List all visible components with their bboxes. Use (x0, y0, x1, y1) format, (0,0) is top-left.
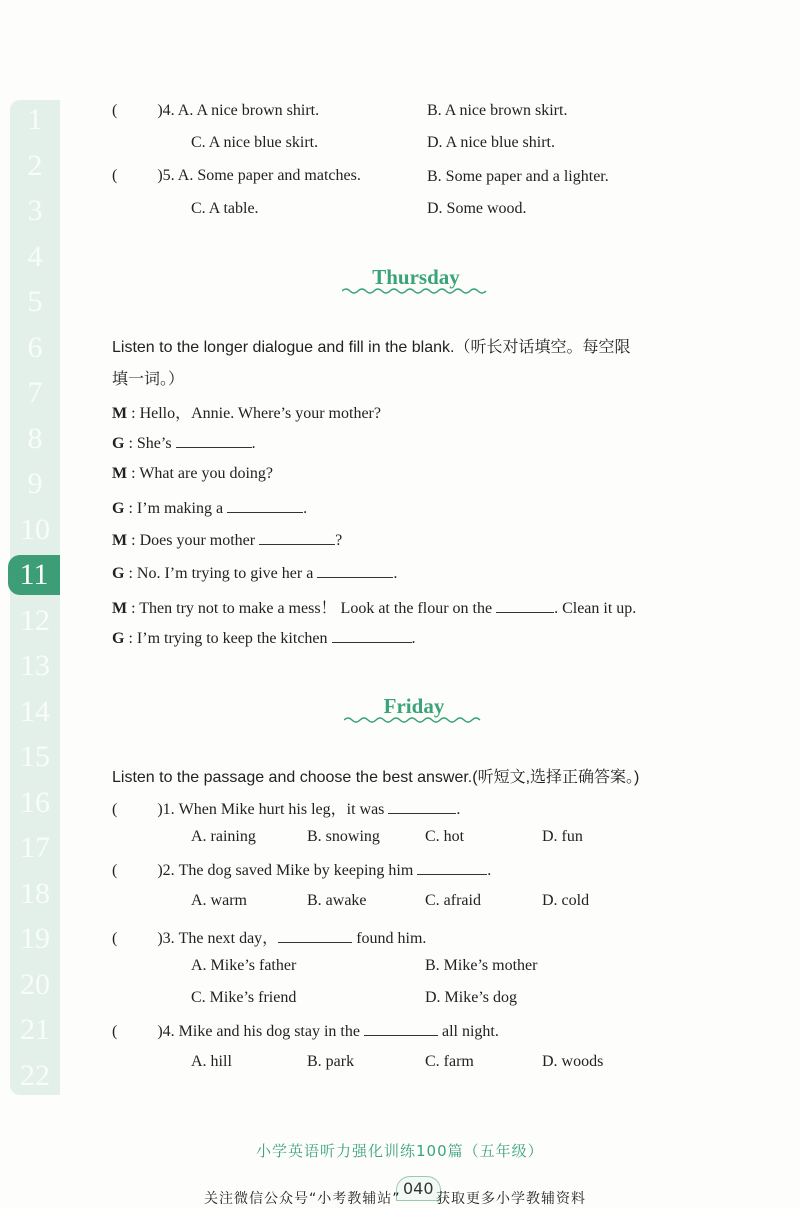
speaker-separator: : (124, 499, 137, 517)
option-d: D. woods (542, 1053, 604, 1070)
speaker-label: M (112, 532, 128, 549)
option-d: D. fun (542, 828, 583, 845)
dialogue-line (112, 530, 342, 550)
friday-question-1 (112, 796, 460, 819)
question-text: Mike and his dog stay in the (178, 1023, 364, 1040)
speaker-label: G (112, 434, 125, 452)
fill-in-blank[interactable] (278, 928, 352, 943)
dialogue-line (112, 465, 273, 483)
fill-in-blank[interactable] (332, 628, 412, 643)
dialogue-line (112, 595, 636, 618)
answer-paren-close: ) (157, 930, 163, 947)
option-b: B. Mike’s mother (425, 957, 538, 974)
option-c: C. A table. (191, 200, 259, 217)
speaker-separator: : (127, 465, 140, 482)
chapter-tab-8: 8 (27, 421, 43, 455)
chapter-tab-9: 9 (27, 467, 43, 500)
friday-question-4 (112, 1021, 499, 1041)
chapter-tab-4: 4 (27, 239, 43, 273)
question-5-row-1 (112, 167, 361, 185)
chapter-tab-2: 2 (27, 148, 43, 182)
page-number: 040 (396, 1176, 441, 1201)
answer-paren-open: ( (112, 102, 118, 119)
chapter-tab-15: 15 (20, 740, 50, 773)
question-text-end: found him. (352, 930, 427, 947)
question-text-end: . (487, 862, 492, 879)
question-number: 1. (162, 801, 175, 818)
option-a: A. warm (191, 892, 247, 909)
dialogue-text: What are you doing? (139, 465, 273, 482)
speaker-separator: : (124, 434, 137, 452)
option-c: C. A nice blue skirt. (191, 134, 319, 151)
fill-in-blank[interactable] (317, 563, 393, 578)
dialogue-text-end: . Clean it up. (554, 600, 637, 617)
speaker-label: G (112, 629, 125, 647)
chapter-tab-10: 10 (20, 512, 50, 546)
chapter-tab-3: 3 (27, 194, 43, 227)
wave-divider-icon (344, 716, 484, 724)
book-title: 小学英语听力强化训练100篇（五年级） (256, 1142, 544, 1160)
fill-in-blank[interactable] (259, 530, 335, 545)
dialogue-text-end: . (411, 629, 416, 647)
question-text: The next day， (178, 930, 279, 947)
friday-question-3 (112, 925, 426, 948)
dialogue-text: Then try not to make a mess！ Look at the flour on the (139, 600, 497, 617)
dialogue-text-end: . (393, 564, 398, 582)
speaker-separator: : (124, 629, 137, 647)
question-4-row-1 (112, 102, 319, 120)
chapter-tab-21: 21 (20, 1013, 50, 1046)
speaker-label: G (112, 499, 125, 517)
dialogue-text: I’m trying to keep the kitchen (136, 629, 332, 647)
fill-in-blank[interactable] (388, 799, 456, 814)
chapter-tab-19: 19 (20, 922, 50, 955)
option-b: B. park (307, 1053, 355, 1070)
answer-paren-close: ) (157, 167, 163, 184)
dialogue-text: Hello，Annie. Where’s your mother? (139, 405, 381, 422)
option-a: A. A nice brown shirt. (177, 102, 320, 119)
option-d: D. Mike’s dog (425, 989, 517, 1006)
option-c: C. hot (425, 828, 465, 845)
fill-in-blank[interactable] (176, 433, 252, 448)
question-number: 2. (162, 862, 175, 879)
chapter-tab-1: 1 (27, 103, 43, 136)
option-a: A. hill (191, 1053, 232, 1070)
option-c: C. Mike’s friend (191, 989, 297, 1006)
answer-paren-close: ) (157, 102, 163, 119)
section-title-friday: Friday (383, 694, 445, 718)
dialogue-text-end: ? (335, 532, 343, 549)
option-b: B. awake (307, 892, 367, 909)
fill-in-blank[interactable] (496, 598, 554, 613)
chapter-tab-13: 13 (20, 649, 50, 682)
question-number: 5. (162, 167, 175, 184)
chapter-tab-22: 22 (20, 1058, 50, 1092)
option-a: A. raining (191, 828, 256, 845)
dialogue-line (112, 433, 256, 453)
friday-question-2 (112, 860, 491, 880)
speaker-label: M (112, 405, 128, 422)
speaker-separator: : (127, 600, 140, 617)
answer-paren-open: ( (112, 930, 118, 947)
dialogue-line (112, 563, 397, 583)
dialogue-text-end: . (251, 434, 256, 452)
question-number: 3. (162, 930, 175, 947)
question-text-end: all night. (437, 1023, 499, 1040)
chapter-tab-12: 12 (20, 603, 50, 637)
chapter-tab-16: 16 (20, 785, 50, 819)
chapter-tab-18: 18 (20, 876, 50, 910)
speaker-separator: : (127, 532, 140, 549)
fill-in-blank[interactable] (227, 498, 303, 513)
fill-in-blank[interactable] (417, 860, 487, 875)
option-a: A. Some paper and matches. (177, 167, 361, 184)
speaker-separator: : (127, 405, 140, 422)
option-d: D. Some wood. (427, 200, 527, 217)
option-d: D. cold (542, 892, 590, 909)
wave-divider-icon (342, 287, 490, 295)
dialogue-line (112, 400, 381, 423)
dialogue-text: She’s (136, 434, 176, 452)
option-c: C. farm (425, 1053, 474, 1070)
chapter-tab-11: 11 (8, 555, 60, 595)
thursday-instruction: Listen to the longer dialogue and fill in the blank.（听长对话填空。每空限 (112, 339, 631, 356)
question-text-end: . (456, 801, 461, 818)
question-text: The dog saved Mike by keeping him (178, 862, 418, 879)
chapter-tab-5: 5 (27, 285, 43, 318)
speaker-label: G (112, 564, 125, 582)
footer-note-left: 关注微信公众号“小考教辅站” (204, 1191, 401, 1207)
option-b: B. A nice brown skirt. (427, 102, 568, 119)
question-number: 4. (162, 102, 175, 119)
answer-paren-open: ( (112, 801, 118, 818)
answer-paren-open: ( (112, 167, 118, 184)
speaker-label: M (112, 465, 128, 482)
dialogue-line (112, 498, 307, 518)
thursday-instruction-cont: 填一词。） (112, 371, 185, 388)
answer-paren-close: ) (157, 1023, 163, 1040)
answer-paren-close: ) (157, 801, 163, 818)
dialogue-text: No. I’m trying to give her a (136, 564, 318, 582)
friday-instruction: Listen to the passage and choose the best answer.(听短文,选择正确答案。) (112, 769, 640, 786)
answer-paren-close: ) (157, 862, 163, 879)
dialogue-text: Does your mother (139, 532, 260, 549)
option-a: A. Mike’s father (191, 957, 297, 974)
dialogue-line (112, 628, 416, 648)
dialogue-text: I’m making a (136, 499, 228, 517)
answer-paren-open: ( (112, 1023, 118, 1040)
chapter-tab-7: 7 (27, 376, 43, 409)
speaker-separator: : (124, 564, 137, 582)
option-b: B. snowing (307, 828, 380, 845)
option-c: C. afraid (425, 892, 481, 909)
question-text: When Mike hurt his leg，it was (178, 801, 389, 818)
option-d: D. A nice blue shirt. (427, 134, 555, 151)
chapter-tab-6: 6 (27, 330, 43, 364)
option-b: B. Some paper and a lighter. (427, 168, 609, 185)
speaker-label: M (112, 600, 128, 617)
chapter-sidebar (10, 100, 60, 1095)
chapter-tab-14: 14 (20, 694, 50, 728)
chapter-tab-20: 20 (20, 967, 50, 1001)
section-title-thursday: Thursday (372, 265, 460, 289)
answer-paren-open: ( (112, 862, 118, 879)
dialogue-text-end: . (303, 499, 308, 517)
footer-note-right: 获取更多小学教辅资料 (436, 1191, 586, 1207)
fill-in-blank[interactable] (364, 1021, 438, 1036)
question-number: 4. (162, 1023, 175, 1040)
chapter-tab-17: 17 (20, 831, 50, 864)
